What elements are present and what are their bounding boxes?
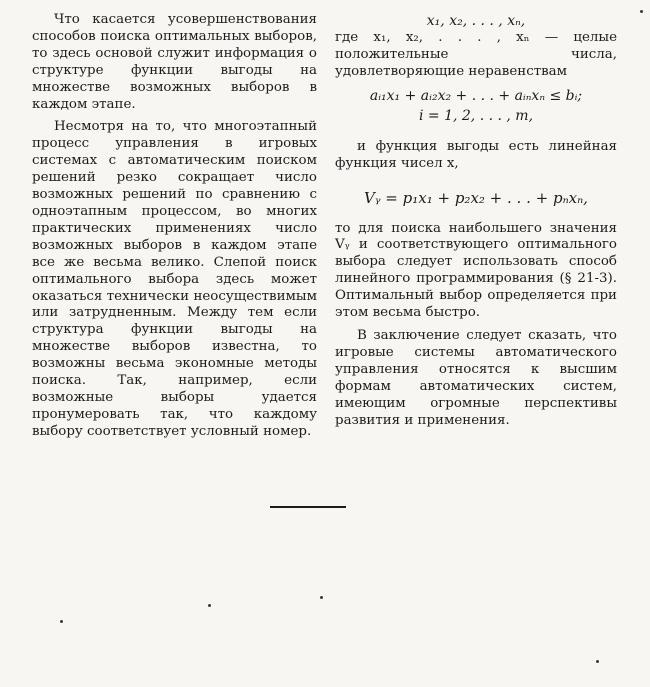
formula-variables: x₁, x₂, . . . , xₙ, [426, 13, 526, 29]
paragraph-linear-function: и функция выгоды есть линейная функция чисел x, [335, 138, 617, 171]
print-speck [208, 604, 211, 607]
section-end-rule [270, 506, 346, 508]
print-speck [60, 620, 63, 623]
left-column [32, 12, 317, 441]
paragraph-conclusion: В заключение следует сказать, что игровые системы автоматического управления относятся к высшим формам автоматических систем, имеющим огромные перспективы развития и применения. [335, 327, 617, 428]
print-speck [640, 10, 643, 13]
right-column [335, 12, 617, 429]
formula-objective-function: Vᵧ = p₁x₁ + p₂x₂ + . . . + pₙxₙ, [364, 188, 588, 207]
paragraph-multistage-search: Несмотря на то, что многоэтапный процесс управления в игровых системах с автоматическим поиском решений резко сокращает число возможных решений по сравнению с одноэтапным процессом, во многих практических применениях число возможных выборов в каждом этапе все же весьма велико. Слепой поиск оптимального выбора здесь может оказаться технически неосуществимым или затрудненным. Между тем если структура функции выгоды на множестве выборов известна, то возможны весьма экономные методы поиска. Так, например, если возможные выборы удается пронумеровать так, что каждому выбору соответствует условный номер. [32, 119, 317, 439]
paragraph-variables-description: где x₁, x₂, . . . , xₙ — целые положительные числа, удовлетворяющие неравенствам [335, 30, 617, 79]
paragraph-search-improvement: Что касается усовершенствования способов поиска оптимальных выборов, то здесь основой служит информация о структуре функции выгоды на множестве возможных выборов в каждом этапе. [32, 12, 317, 112]
print-speck [596, 660, 599, 663]
print-speck [320, 596, 323, 599]
paragraph-linear-programming: то для поиска наибольшего значения Vᵧ и соответствующего оптимального выбора следует использовать способ линейного программирования (§ 21-3). Оптимальный выбор определяется при этом весьма быстро. [335, 220, 617, 321]
formula-inequality: aᵢ₁x₁ + aᵢ₂x₂ + . . . + aᵢₙxₙ ≤ bᵢ; [369, 87, 583, 104]
formula-index-range: i = 1, 2, . . . , m, [418, 107, 534, 124]
